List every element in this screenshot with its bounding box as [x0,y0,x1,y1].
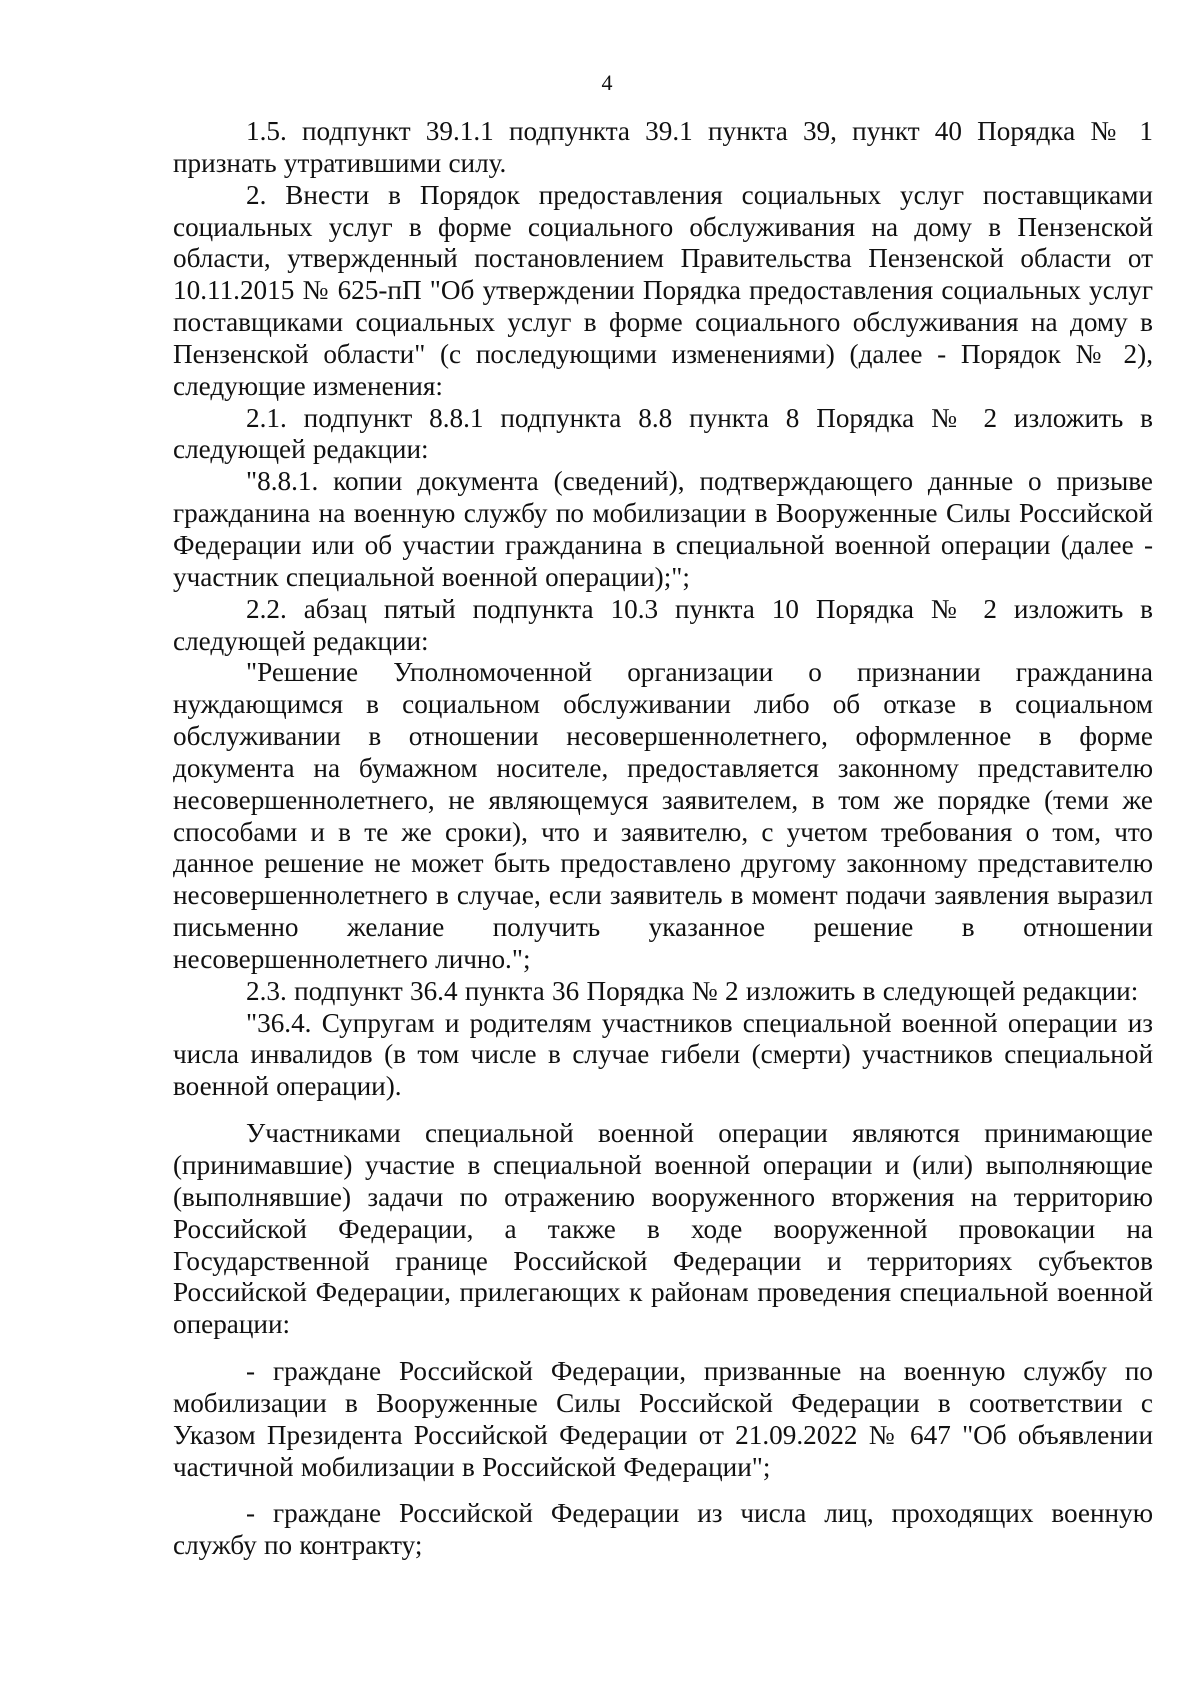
page-number: 4 [601,70,613,95]
paragraph-1-5: 1.5. подпункт 39.1.1 подпункта 39.1 пункта 39, пункт 40 Порядка № 1 признать утратившими силу. [173,116,1153,178]
quoted-paragraph-36-4: "36.4. Супругам и родителям участников специальной военной операции из числа инвалидов (в том числе в случае гибели (смерти) участников специальной военной операции). [173,1007,1153,1102]
list-item-mobilized-citizens: - граждане Российской Федерации, призванные на военную службу по мобилизации в Вооруженные Силы Российской Федерации в соответствии с Указом Президента Российской Федерации от 21.09.2022 № 647 "Об объявлении частичной мобилизации в Российской Федерации"; [173,1356,1153,1482]
quoted-paragraph-8-8-1: "8.8.1. копии документа (сведений), подтверждающего данные о призыве гражданина на военную службу по мобилизации в Вооруженные Силы Российской Федерации или об участии гражданина в специальной военной операции (далее - участник специальной военной операции);"; [173,466,1153,592]
list-item-contract-servicemen: - граждане Российской Федерации из числа лиц, проходящих военную службу по контракту; [173,1498,1153,1561]
paragraph-2-3: 2.3. подпункт 36.4 пункта 36 Порядка № 2 изложить в следующей редакции: [246,975,1139,1006]
quoted-paragraph-decision: "Решение Уполномоченной организации о признании гражданина нуждающимся в социальном обслуживании либо об отказе в социальном обслуживании в отношении несовершеннолетнего, оформленное в форме документа на бумажном носителе, предоставляется законному представителю несовершеннолетнего, не являющемуся заявителем, в том же порядке (теми же способами и в те же сроки), что и заявителю, с учетом требования о том, что данное решение не может быть предоставлено другому законному представителю несовершеннолетнего в случае, если заявитель в момент подачи заявления выразил письменно желание получить указанное решение в отношении несовершеннолетнего лично."; [173,657,1153,974]
paragraph-2-1: 2.1. подпункт 8.8.1 подпункта 8.8 пункта 8 Порядка № 2 изложить в следующей редакции: [173,402,1153,465]
paragraph-participants-definition: Участниками специальной военной операции являются принимающие (принимавшие) участие в специальной военной операции и (или) выполняющие (выполнявшие) задачи по отражению вооруженного вторжения на территорию Российской Федерации, а также в ходе вооруженной провокации на Государственной границе Российской Федерации и территориях субъектов Российской Федерации, прилегающих к районам проведения специальной военной операции: [173,1118,1153,1340]
paragraph-2-2: 2.2. абзац пятый подпункта 10.3 пункта 10 Порядка № 2 изложить в следующей редакции: [173,593,1153,656]
document-body [173,116,1153,1562]
paragraph-2: 2. Внести в Порядок предоставления социальных услуг поставщиками социальных услуг в форме социального обслуживания на дому в Пензенской области, утвержденный постановлением Правительства Пензенской области от 10.11.2015 № 625-пП "Об утверждении Порядка предоставления социальных услуг поставщиками социальных услуг в форме социального обслуживания на дому в Пензенской области" (с последующими изменениями) (далее - Порядок № 2), следующие изменения: [173,179,1153,401]
